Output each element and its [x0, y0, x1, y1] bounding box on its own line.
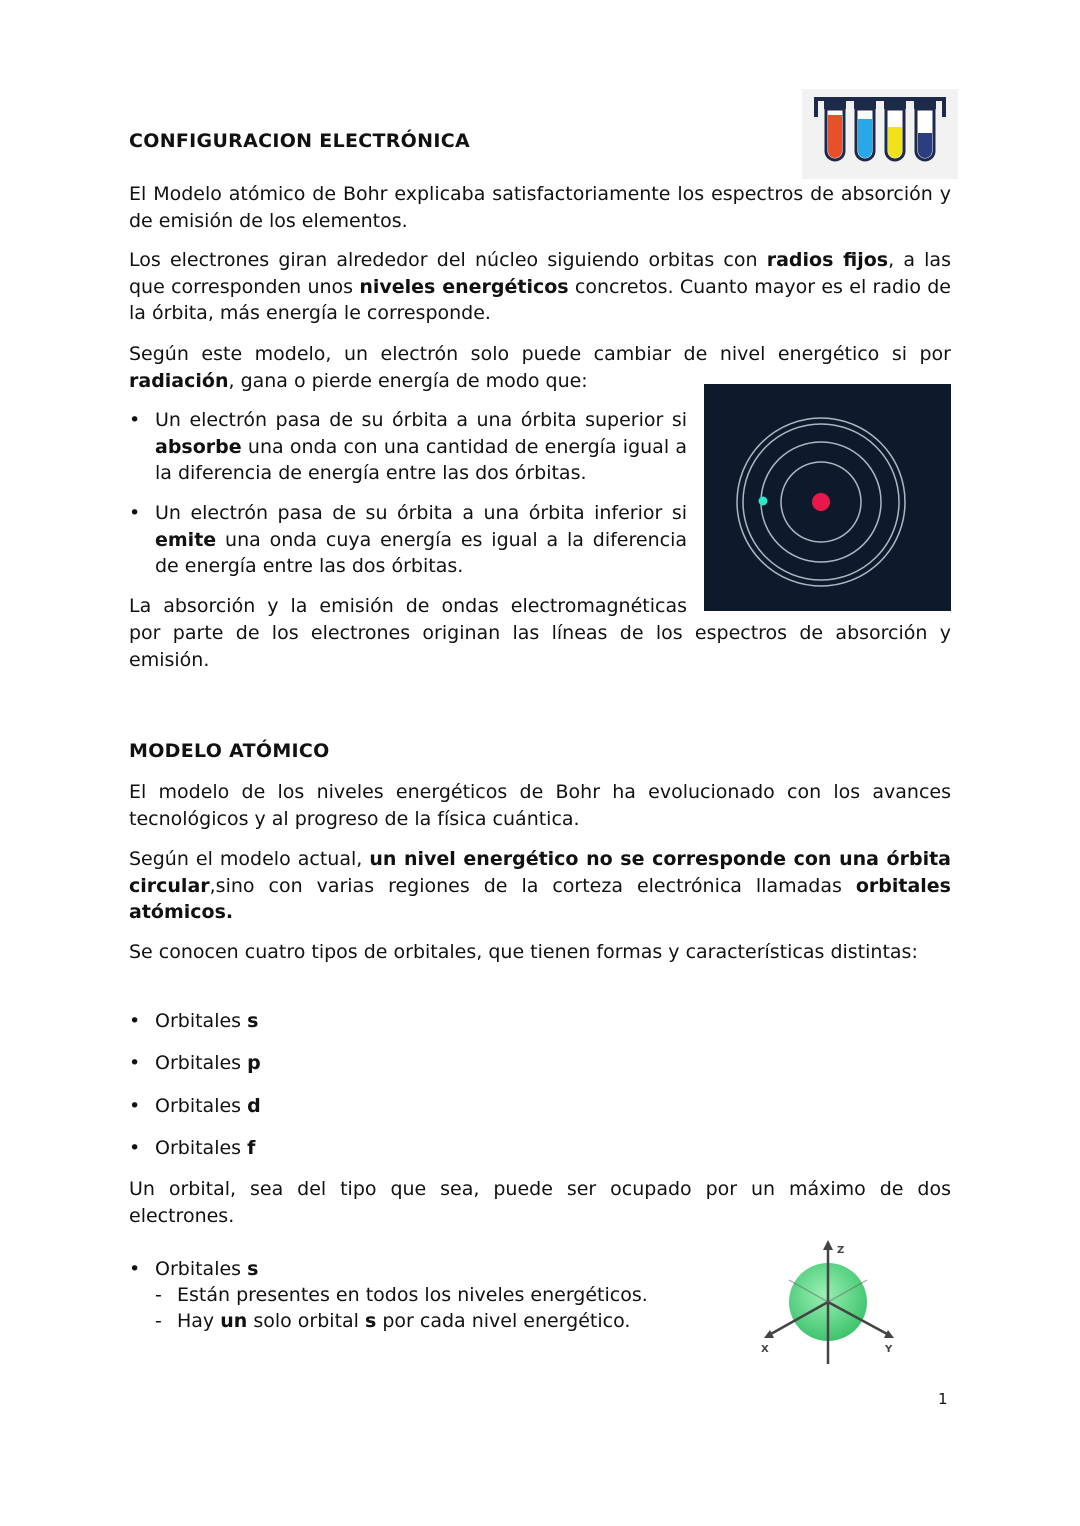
text-run: Orbitales — [155, 1137, 248, 1159]
bullet-glyph: • — [129, 1010, 141, 1032]
axis-label-y: Y — [885, 1344, 893, 1355]
orbital-item-text — [155, 1008, 258, 1035]
text-run: Un electrón pasa de su órbita a una órbita inferior si — [155, 502, 687, 524]
text-run: , gana o pierde energía de modo que: — [228, 369, 588, 392]
text-run: Están presentes en todos los niveles energéticos. — [177, 1284, 648, 1306]
bold-text: absorbe — [155, 435, 242, 458]
section1-title: CONFIGURACION ELECTRÓNICA — [129, 130, 470, 152]
test-tubes-icon — [802, 89, 958, 179]
text-run: ,sino con varias regiones de la corteza electrónica llamadas — [209, 874, 856, 897]
dash-glyph: - — [155, 1310, 162, 1332]
bullet-glyph: • — [129, 502, 141, 524]
section1-paragraph-1: El Modelo atómico de Bohr explicaba satisfactoriamente los espectros de absorción y de emisión de los elementos. — [129, 183, 951, 232]
orbital-s-heading — [129, 1256, 258, 1283]
text-run: una onda con una cantidad de energía igual a la diferencia de energía entre las dos órbitas. — [155, 435, 687, 484]
text-run: Un electrón pasa de su órbita a una órbita superior si — [155, 409, 687, 431]
bullet-glyph: • — [129, 1258, 141, 1280]
bold-text: orbitales atómicos. — [129, 874, 951, 923]
text-run: , a las que corresponden unos — [129, 249, 951, 298]
section2-title: MODELO ATÓMICO — [129, 740, 330, 762]
orbital-item-text — [155, 1093, 261, 1120]
bold-text: s — [247, 1010, 259, 1032]
orbital-s-point-1 — [155, 1282, 648, 1309]
axis-label-x: X — [761, 1344, 769, 1355]
bold-text: s — [364, 1310, 377, 1332]
bold-text: un — [220, 1310, 248, 1332]
text-run: Según este modelo, un electrón solo puede cambiar de nivel energético si por — [129, 343, 951, 365]
orbital-item-text — [155, 1135, 255, 1162]
section1-paragraph-4-rest: por parte de los electrones originan las líneas de los espectros de absorción y emisión. — [129, 622, 951, 671]
text-run: Orbitales — [155, 1010, 248, 1032]
bold-text: radiación — [129, 369, 229, 392]
orbital-s-point-2 — [155, 1308, 630, 1335]
bullet-text — [155, 500, 687, 580]
bold-text: un nivel energético no se corresponde con una órbita circular — [129, 848, 951, 897]
bold-text: f — [247, 1137, 256, 1159]
section2-paragraph-1: El modelo de los niveles energéticos de Bohr ha evolucionado con los avances tecnológicos y al progreso de la física cuántica. — [129, 781, 951, 830]
orbital-item-s — [129, 1008, 258, 1035]
bohr-atom-image — [704, 384, 951, 611]
bold-text: s — [247, 1258, 259, 1280]
bullet-absorb — [129, 407, 687, 487]
bold-text: radios fijos — [766, 249, 889, 271]
text-run: Orbitales — [155, 1052, 248, 1074]
section1-paragraph-4-line1: La absorción y la emisión de ondas electromagnéticas — [129, 595, 687, 617]
text-run: concretos. Cuanto mayor es el radio de la órbita, más energía le corresponde. — [129, 275, 951, 324]
bullet-glyph: • — [129, 1137, 141, 1159]
text-run: Según el modelo actual, — [129, 848, 370, 870]
bullet-emit — [129, 500, 687, 580]
axis-label-z: Z — [837, 1245, 845, 1256]
text-run: una onda cuya energía es igual a la diferencia de energía entre las dos órbitas. — [155, 528, 687, 577]
bullet-glyph: • — [129, 1052, 141, 1074]
bullet-text — [155, 407, 687, 487]
bold-text: emite — [155, 528, 217, 551]
bold-text: d — [247, 1095, 261, 1117]
text-run: Los electrones giran alrededor del núcleo siguiendo orbitas con — [129, 249, 767, 271]
section2-paragraph-3: Se conocen cuatro tipos de orbitales, que tienen formas y características distintas: — [129, 941, 918, 963]
orbital-item-text — [155, 1050, 261, 1077]
text-run: Orbitales — [155, 1258, 248, 1280]
text-run: Orbitales — [155, 1095, 248, 1117]
section2-paragraph-2 — [129, 846, 951, 926]
dash-glyph: - — [155, 1284, 162, 1306]
text-run: solo orbital — [247, 1310, 365, 1332]
text-run: Hay — [177, 1310, 221, 1332]
orbital-item-p — [129, 1050, 261, 1077]
bold-text: p — [247, 1052, 261, 1074]
orbital-item-d — [129, 1093, 261, 1120]
bullet-glyph: • — [129, 1095, 141, 1117]
page-number: 1 — [938, 1390, 948, 1408]
section1-paragraph-2 — [129, 247, 951, 327]
bold-text: niveles energéticos — [359, 275, 569, 298]
bullet-glyph: • — [129, 409, 141, 431]
test-tubes-image — [802, 89, 958, 179]
text-run: por cada nivel energético. — [376, 1310, 631, 1332]
s-orbital-image — [755, 1232, 905, 1368]
orbital-s-heading-text — [155, 1256, 258, 1283]
section2-paragraph-4: Un orbital, sea del tipo que sea, puede ser ocupado por un máximo de dos electrones. — [129, 1178, 951, 1227]
orbital-item-f — [129, 1135, 255, 1162]
s-orbital-icon — [755, 1232, 905, 1368]
bohr-atom-icon — [704, 384, 951, 611]
